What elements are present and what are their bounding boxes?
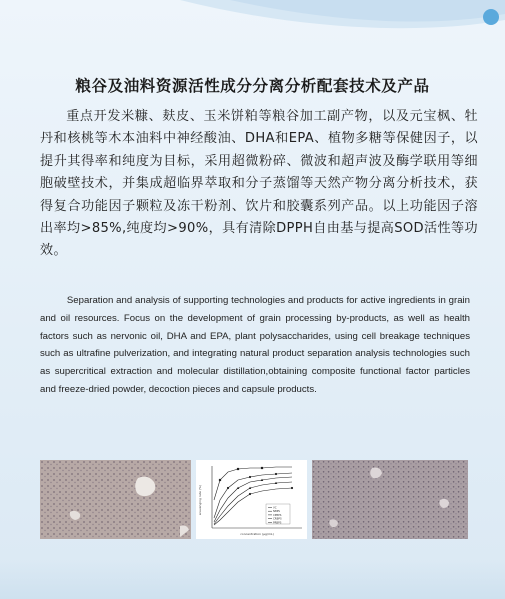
y-axis-label: scavenging rate (%) — [198, 484, 202, 516]
page-title: 粮谷及油料资源活性成分分离分析配套技术及产品 — [75, 77, 430, 95]
scavenging-rate-chart — [196, 460, 307, 539]
legend-entry: VC — [273, 506, 277, 510]
legend-entry: CPBPS — [273, 513, 282, 517]
footer-band — [0, 559, 505, 599]
chart-legend — [266, 504, 290, 524]
micrograph-image-left — [40, 460, 191, 539]
body-text-chinese: 重点开发米糠、麸皮、玉米饼粕等粮谷加工副产物，以及元宝枫、牡丹和核桃等木本油料中神经酸油、DHA和EPA、植物多糖等保健因子，以提升其得率和纯度为目标，采用超微粉碎、微波和超声波及酶学联用等细胞破壁技术，并集成超临界萃取和分子蒸馏等天然产物分离分析技术，获得复合功能因子颗粒及冻干粉剂、饮片和胶囊系列产品。以上功能因子溶出率均>85%,纯度均>90%，具有清除DPPH自由基与提高SOD活性等功效。 — [40, 109, 478, 259]
legend-entry: PRBPS — [273, 521, 282, 525]
legend-entry: CRBPS — [273, 517, 282, 521]
micrograph-image-right — [312, 460, 468, 539]
accent-dot — [483, 9, 499, 25]
legend-entry: NBPS — [273, 510, 280, 514]
x-axis-label: concentration (μg/mL) — [240, 532, 274, 536]
figure-strip — [40, 460, 468, 539]
header-swoosh — [0, 0, 505, 60]
body-text-english: Separation and analysis of supporting technologies and products for active ingredients in grain and oil resources. Focus on the development of grain processing by-products, as well as health factors such as nervonic oil, DHA and EPA, plant polysaccharides, using cell breakage techniques such as ultrafine pulverization, and integrating natural product separation analysis technologies such as supercritical extraction and molecular distillation,obtaining composite functional factor particles and freeze-dried powder, decoction pieces and capsule products. — [40, 295, 470, 395]
